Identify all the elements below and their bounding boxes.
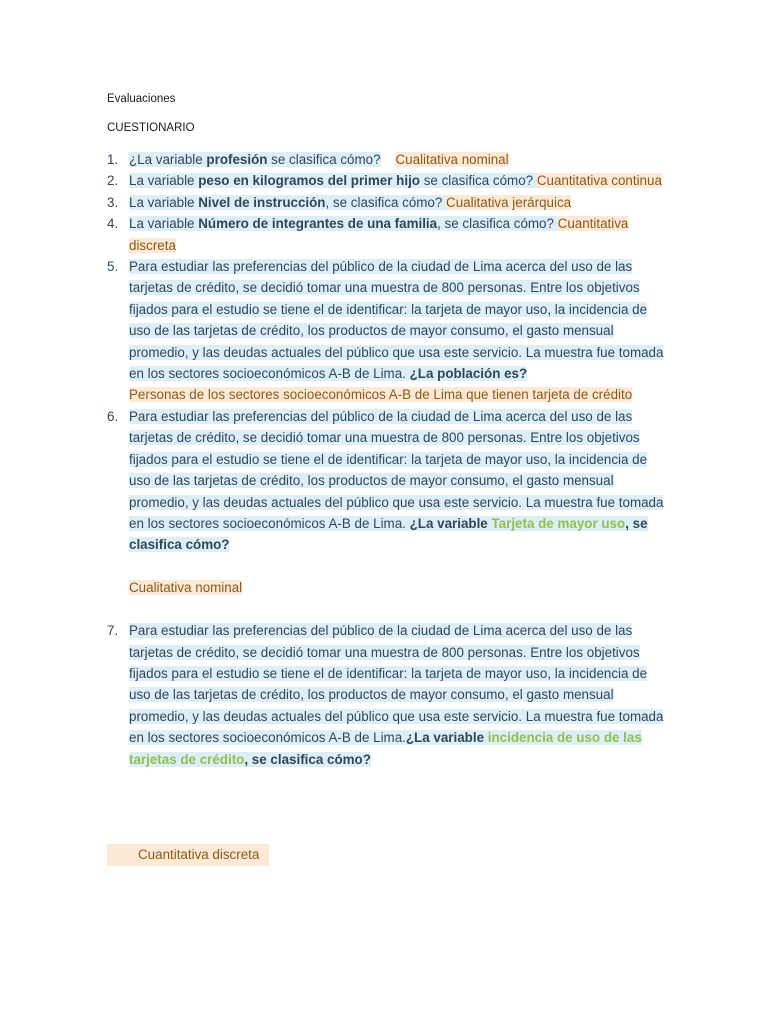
- question-7: [107, 620, 667, 770]
- answer-text: Cuantitativa discreta: [107, 844, 269, 866]
- question-text: Para estudiar las preferencias del público de la ciudad de Lima acerca del uso de las tarjetas de crédito, se decidió tomar una muestra de 800 personas. Entre los objetivos fijados para el estudio se tiene el de identificar: la tarjeta de mayor uso, la incidencia de uso de las tarjetas de crédito, los productos de mayor consumo, el gasto mensual promedio, y las deudas actuales del público que usa este servicio. La muestra fue tomada en los sectores socioeconómicos A-B de Lima.¿La variable incidencia de uso de las tarjetas de crédito, se clasifica cómo?: [129, 623, 664, 767]
- highlighted-variable: incidencia de uso de las tarjetas de crédito: [129, 730, 642, 767]
- answer-text: Cuantitativa discreta: [129, 216, 629, 253]
- question-list: [107, 149, 667, 770]
- question-4: [107, 213, 667, 256]
- question-2: [107, 170, 667, 191]
- answer-text: Cualitativa nominal: [395, 152, 509, 167]
- question-text: La variable Número de integrantes de una familia, se clasifica cómo?: [129, 216, 558, 232]
- answer-text: Personas de los sectores socioeconómicos A-B de Lima que tienen tarjeta de crédito: [129, 387, 633, 403]
- page-title: Evaluaciones: [107, 93, 176, 105]
- question-number: 7.: [107, 623, 119, 639]
- section-title: CUESTIONARIO: [107, 122, 195, 134]
- question-number: 2.: [107, 173, 119, 189]
- question-number: 4.: [107, 216, 119, 232]
- question-number: 3.: [107, 194, 119, 210]
- question-text: La variable Nivel de instrucción, se clasifica cómo?: [129, 194, 447, 210]
- answer-text: Cualitativa nominal: [129, 579, 243, 595]
- answer-text: Cuantitativa continua: [536, 173, 662, 189]
- question-text: ¿La variable profesión se clasifica cómo?: [129, 152, 381, 167]
- question-5: [107, 256, 667, 406]
- answer-text: Cualitativa jerárquica: [446, 194, 572, 210]
- question-number: 1.: [107, 152, 119, 167]
- question-3: [107, 192, 667, 213]
- question-text: La variable peso en kilogramos del primer hijo se clasifica cómo?: [129, 173, 537, 189]
- question-number: 6.: [107, 408, 119, 424]
- question-6: [107, 406, 667, 619]
- question-1: [107, 149, 667, 170]
- question-number: 5.: [107, 259, 119, 275]
- question-text: Para estudiar las preferencias del público de la ciudad de Lima acerca del uso de las tarjetas de crédito, se decidió tomar una muestra de 800 personas. Entre los objetivos fijados para el estudio se tiene el de identificar: la tarjeta de mayor uso, la incidencia de uso de las tarjetas de crédito, los productos de mayor consumo, el gasto mensual promedio, y las deudas actuales del público que usa este servicio. La muestra fue tomada en los sectores socioeconómicos A-B de Lima. ¿La población es?: [129, 259, 664, 382]
- question-text: Para estudiar las preferencias del público de la ciudad de Lima acerca del uso de las tarjetas de crédito, se decidió tomar una muestra de 800 personas. Entre los objetivos fijados para el estudio se tiene el de identificar: la tarjeta de mayor uso, la incidencia de uso de las tarjetas de crédito, los productos de mayor consumo, el gasto mensual promedio, y las deudas actuales del público que usa este servicio. La muestra fue tomada en los sectores socioeconómicos A-B de Lima. ¿La variable Tarjeta de mayor uso, se clasifica cómo?: [129, 408, 664, 553]
- highlighted-variable: Tarjeta de mayor uso: [491, 515, 626, 531]
